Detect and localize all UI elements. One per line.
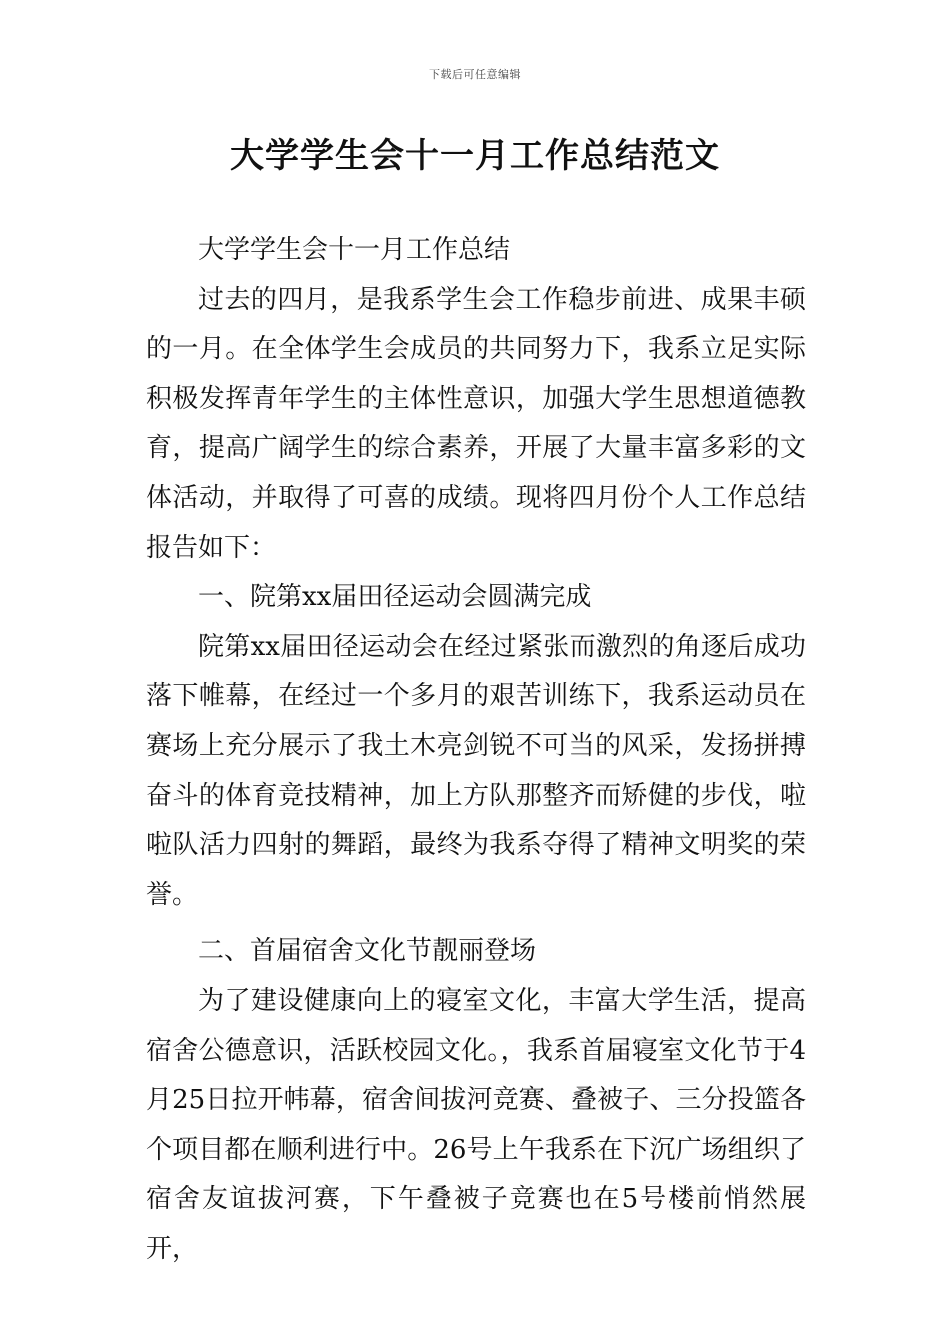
paragraph-intro: 过去的四月，是我系学生会工作稳步前进、成果丰硕的一月。在全体学生会成员的共同努力下，我系立足实际积极发挥青年学生的主体性意识，加强大学生思想道德教育，提高广阔学生的综合素养，开展了大量丰富多彩的文体活动，并取得了可喜的成绩。现将四月份个人工作总结报告如下：	[146, 284, 806, 563]
paragraph-section-2: 为了建设健康向上的寝室文化，丰富大学生活，提高宿舍公德意识，活跃校园文化。，我系首届寝室文化节于4月25日拉开帏幕，宿舍间拔河竞赛、叠被子、三分投篮各个项目都在顺利进行中。26号上午我系在下沉广场组织了宿舍友谊拔河赛，下午叠被子竞赛也在5号楼前悄然展开，	[146, 985, 806, 1264]
paragraph-subtitle: 大学学生会十一月工作总结	[198, 235, 511, 265]
document-title: 大学学生会十一月工作总结范文	[230, 136, 720, 176]
paragraph-section-1: 院第xx届田径运动会在经过紧张而激烈的角逐后成功落下帷幕，在经过一个多月的艰苦训练下，我系运动员在赛场上充分展示了我土木亮剑锐不可当的风采，发扬拼搏奋斗的体育竞技精神，加上方队那整齐而矫健的步伐，啦啦队活力四射的舞蹈，最终为我系夺得了精神文明奖的荣誉。	[146, 631, 806, 910]
section-heading-2: 二、首届宿舍文化节靓丽登场	[198, 936, 537, 967]
section-heading-1: 一、院第xx届田径运动会圆满完成	[198, 582, 592, 613]
document-body	[146, 226, 806, 1274]
header-note: 下载后可任意编辑	[429, 68, 521, 81]
